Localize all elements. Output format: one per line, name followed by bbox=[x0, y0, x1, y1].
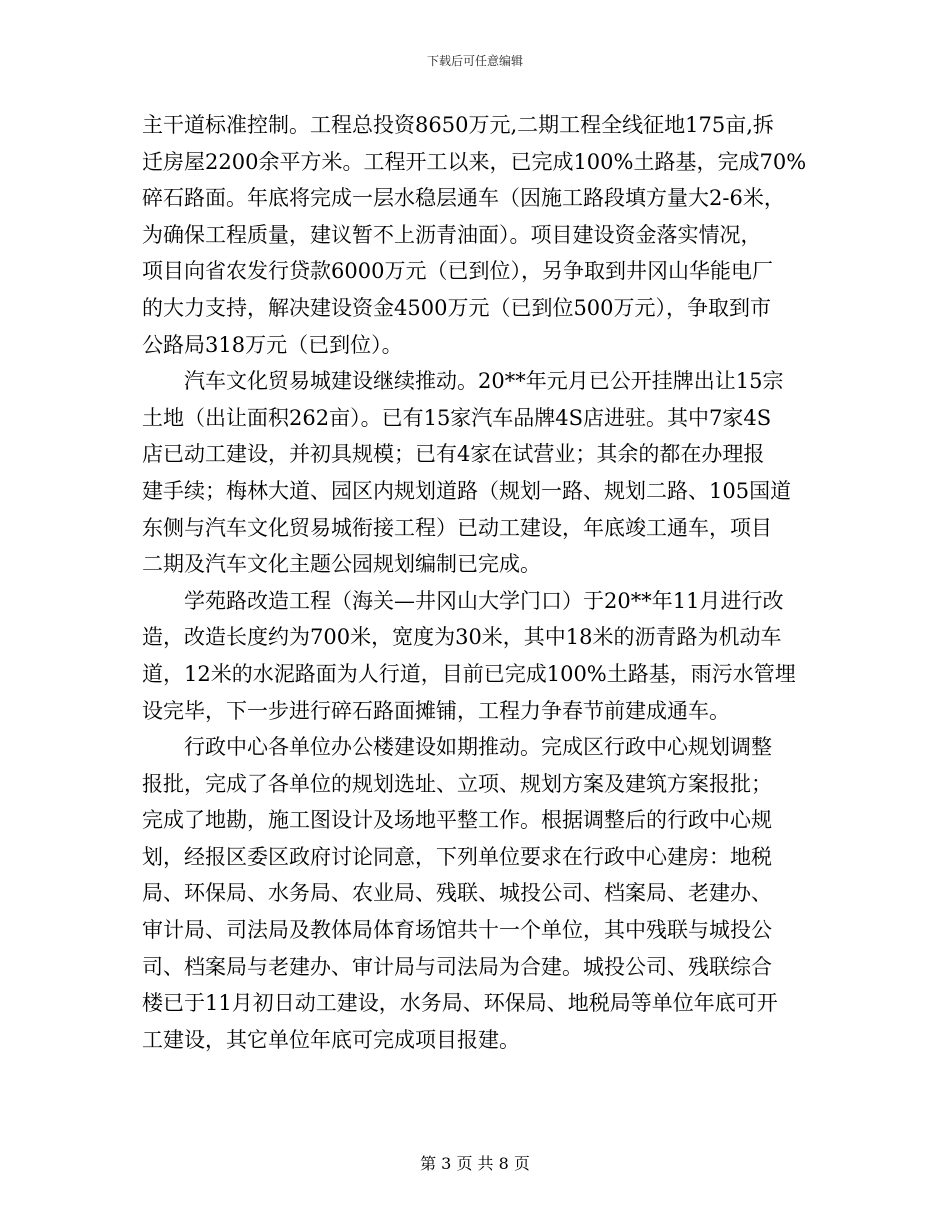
text-line: 工建设，其它单位年底可完成项目报建。 bbox=[142, 1027, 520, 1052]
text-line: 完成了地勘，施工图设计及场地平整工作。根据调整后的行政中心规 bbox=[142, 808, 772, 833]
text-line: 二期及汽车文化主题公园规划编制已完成。 bbox=[142, 552, 541, 577]
text-line: 主干道标准控制。工程总投资8650万元,二期工程全线征地175亩,拆 bbox=[142, 113, 774, 137]
text-line: 碎石路面。年底将完成一层水稳层通车（因施工路段填方量大2-6米， bbox=[142, 186, 785, 211]
text-line: 报批，完成了各单位的规划选址、立项、规划方案及建筑方案报批； bbox=[142, 771, 772, 796]
text-line: 土地（出让面积262亩）。已有15家汽车品牌4S店进驻。其中7家4S bbox=[142, 405, 772, 430]
text-line: 为确保工程质量，建议暂不上沥青油面）。项目建设资金落实情况， bbox=[142, 222, 762, 247]
text-line: 项目向省农发行贷款6000万元（已到位），另争取到井冈山华能电厂 bbox=[142, 259, 773, 284]
page-header: 下载后可任意编辑 bbox=[426, 54, 523, 68]
text-line: 迁房屋2200余平方米。工程开工以来，已完成100%土路基，完成70% bbox=[142, 149, 807, 174]
text-line: 划，经报区委区政府讨论同意，下列单位要求在行政中心建房：地税 bbox=[142, 844, 772, 869]
text-line: 东侧与汽车文化贸易城衔接工程）已动工建设，年底竣工通车，项目 bbox=[142, 515, 772, 540]
text-line: 道，12米的水泥路面为人行道，目前已完成100%土路基，雨污水管埋 bbox=[142, 661, 796, 686]
text-line: 司、档案局与老建办、审计局与司法局为合建。城投公司、残联综合 bbox=[142, 954, 772, 979]
text-line: 设完毕，下一步进行碎石路面摊铺，工程力争春节前建成通车。 bbox=[142, 698, 730, 723]
text-line: 公路局318万元（已到位）。 bbox=[142, 332, 403, 357]
text-line: 楼已于11月初日动工建设，水务局、环保局、地税局等单位年底可开 bbox=[142, 991, 778, 1016]
paragraph-first-line: 汽车文化贸易城建设继续推动。20**年元月已公开挂牌出让15宗 bbox=[184, 369, 784, 394]
text-line: 局、环保局、水务局、农业局、残联、城投公司、档案局、老建办、 bbox=[142, 881, 772, 906]
text-line: 的大力支持，解决建设资金4500万元（已到位500万元），争取到市 bbox=[142, 295, 772, 320]
text-line: 店已动工建设，并初具规模；已有4家在试营业；其余的都在办理报 bbox=[142, 442, 765, 467]
document-body bbox=[142, 107, 812, 1058]
paragraph-first-line: 行政中心各单位办公楼建设如期推动。完成区行政中心规划调整 bbox=[184, 735, 772, 760]
text-line: 造，改造长度约为700米，宽度为30米，其中18米的沥青路为机动车 bbox=[142, 625, 782, 650]
text-line: 建手续；梅林大道、园区内规划道路（规划一路、规划二路、105国道 bbox=[142, 478, 792, 503]
page-number-footer: 第 3 页 共 8 页 bbox=[420, 1154, 530, 1173]
paragraph-first-line: 学苑路改造工程（海关—井冈山大学门口）于20**年11月进行改 bbox=[184, 588, 784, 613]
text-line: 审计局、司法局及教体局体育场馆共十一个单位，其中残联与城投公 bbox=[142, 918, 772, 943]
